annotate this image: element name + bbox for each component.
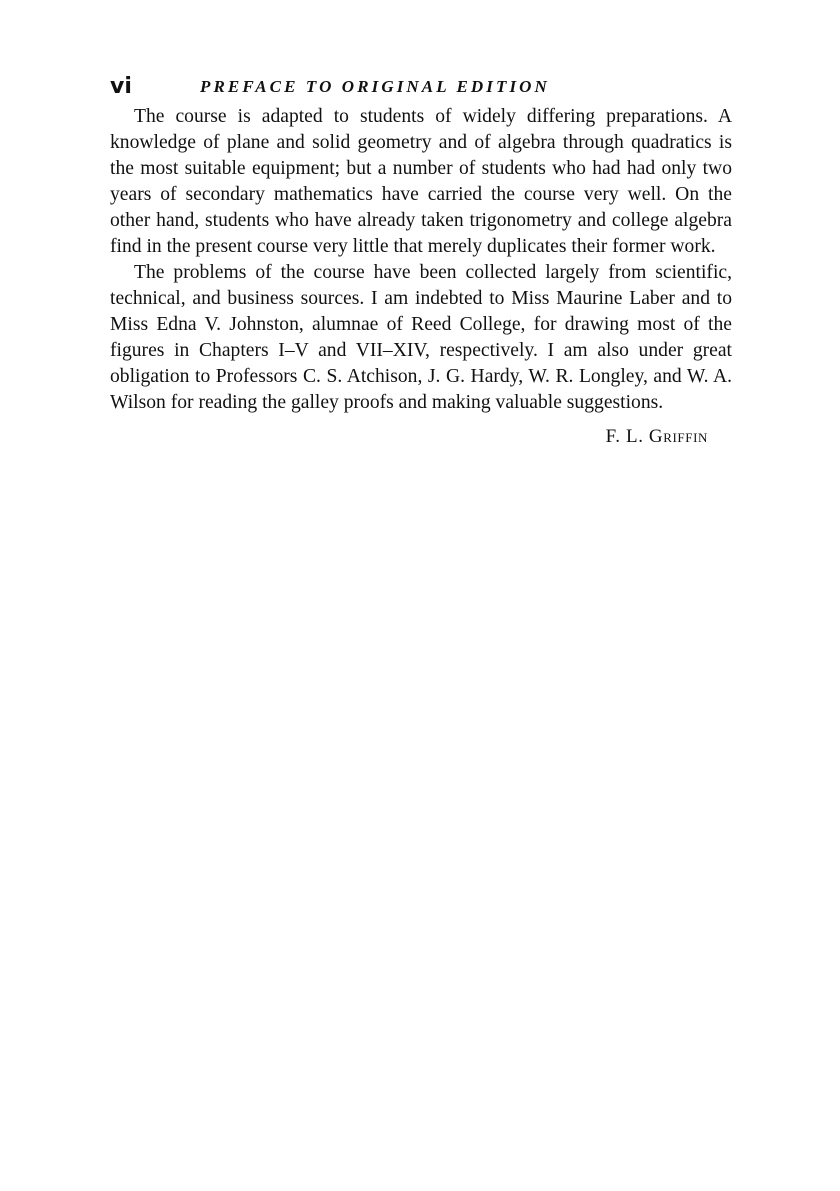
paragraph: The problems of the course have been collected largely from scientific, technical, and business sources. I am indebted to Miss Maurine Laber and to Miss Edna V. Johnston, alumnae of Reed College, for drawing most of the figures in Chapters I–V and VII–XIV, respectively. I am also under great obligation to Professors C. S. Atchison, J. G. Hardy, W. R. Longley, and W. A. Wilson for reading the galley proofs and making valuable suggestions.	[110, 262, 732, 413]
paragraph: The course is adapted to students of widely differing preparations. A knowledge of plane and solid geometry and of algebra through quadratics is the most suitable equipment; but a number of students who had had only two years of secondary mathematics have carried the course very well. On the other hand, students who have already taken trigonometry and college algebra find in the present course very little that merely duplicates their former work.	[110, 106, 732, 257]
running-head	[110, 72, 732, 102]
document-page	[110, 72, 732, 450]
page-number: vi	[110, 74, 132, 99]
author-signature: F. L. Griffin	[605, 426, 708, 447]
running-title: PREFACE TO ORIGINAL EDITION	[200, 77, 550, 96]
